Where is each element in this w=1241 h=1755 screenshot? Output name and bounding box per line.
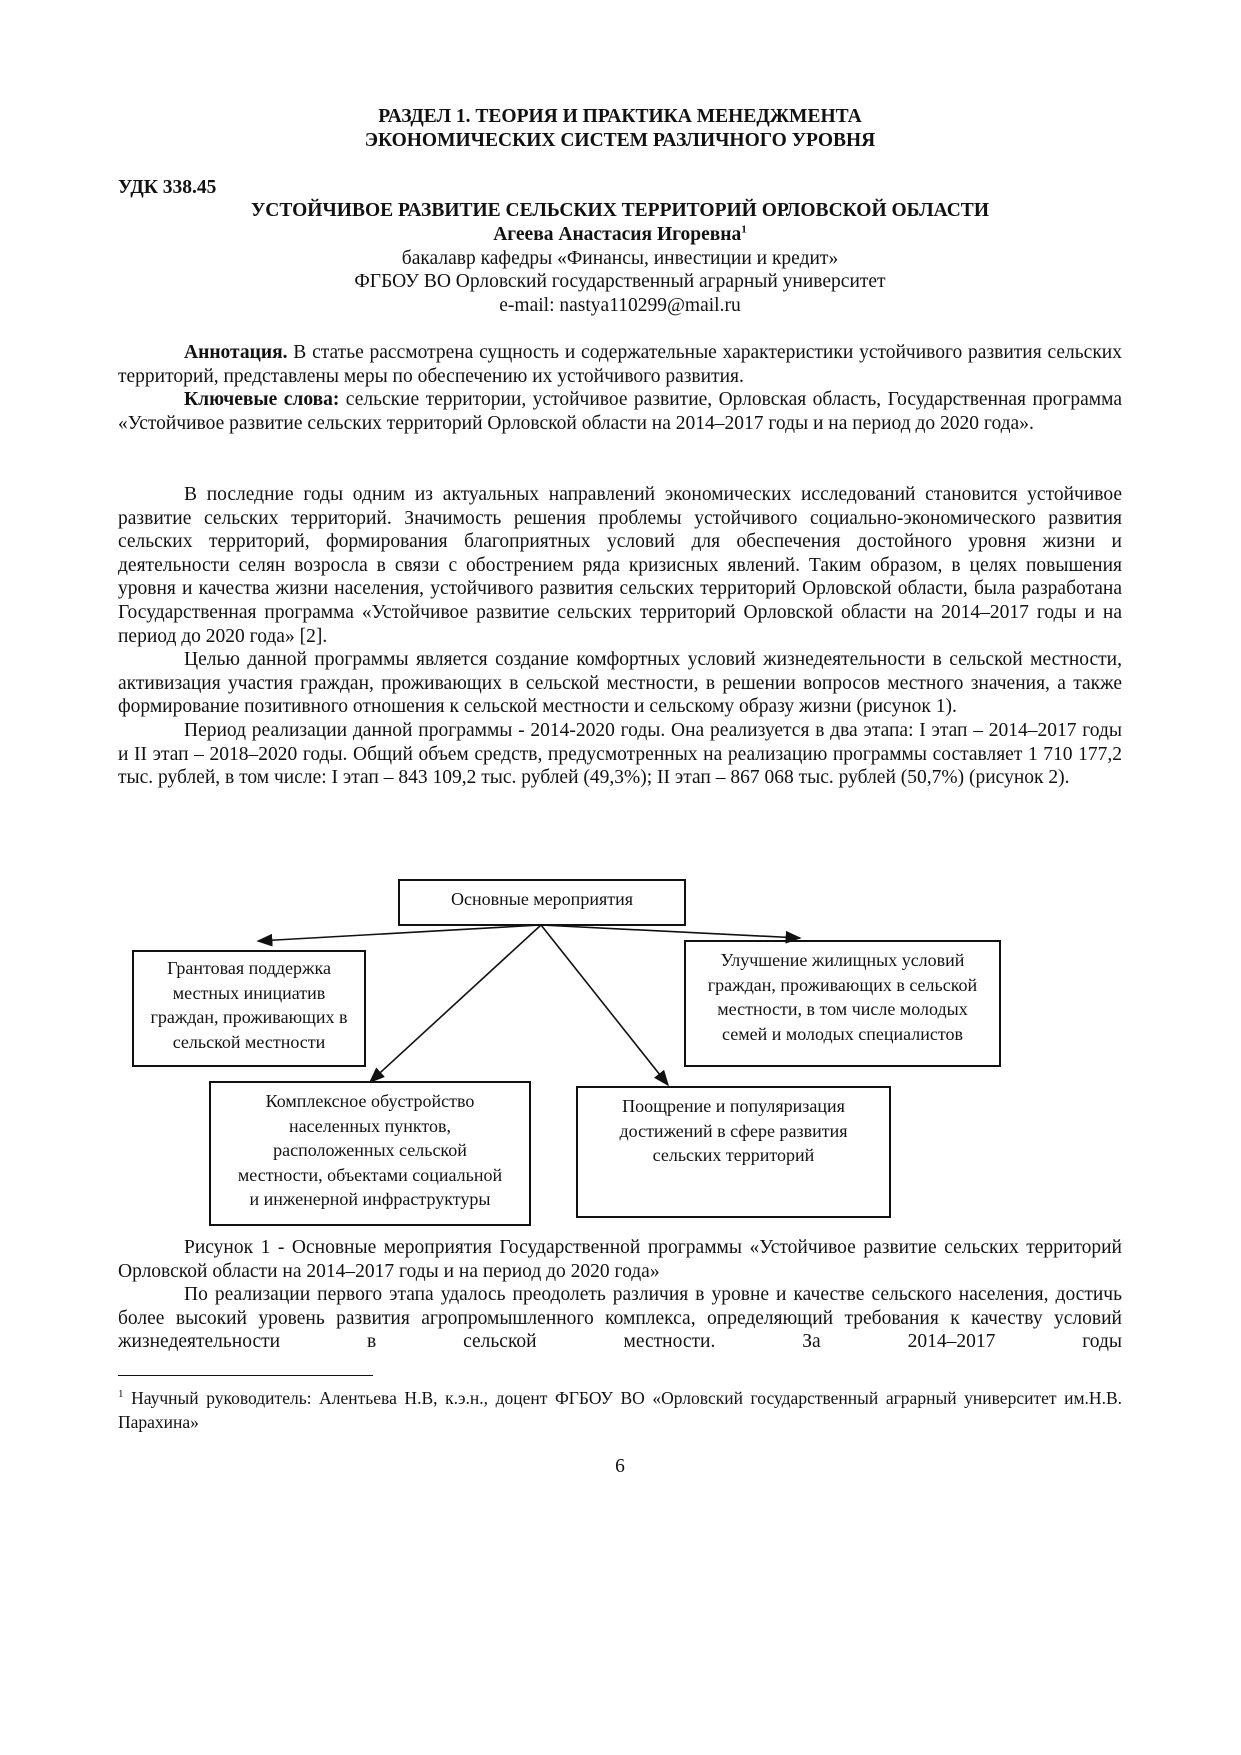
author-email: e-mail: nastya110299@mail.ru: [499, 294, 741, 316]
keywords-label: Ключевые слова:: [184, 389, 340, 411]
paragraph: Период реализации данной программы - 2014-2020 годы. Она реализуется в два этапа: I этап – 2014–2017 годы и II этап – 2018–2020 годы. Общий объем средств, предусмотренных на реализацию программы составляет 1 710 177,2 тыс. рублей, в том числе: I этап – 843 109,2 тыс. рублей (49,3%); II этап – 867 068 тыс. рублей (50,7%) (рисунок 2).: [118, 719, 1122, 789]
diagram-box-infrastructure: Комплексное обустройство населенных пунктов, расположенных сельской местности, объектами социальной и инженерной инфраструктуры: [209, 1081, 531, 1226]
diagram-box-housing: Улучшение жилищных условий граждан, проживающих в сельской местности, в том числе молодых семей и молодых специалистов: [684, 940, 1001, 1067]
paragraph: По реализации первого этапа удалось преодолеть различия в уровне и качестве сельского населения, достичь более высокий уровень развития агропромышленного комплекса, определяющий требования к качеству условий жизнедеятельности в сельской местности. За 2014–2017 годы: [118, 1284, 1122, 1353]
abstract-label: Аннотация.: [184, 342, 288, 363]
diagram-box-promotion: Поощрение и популяризация достижений в сфере развития сельских территорий: [576, 1086, 891, 1218]
footnote-text: Научный руководитель: Алентьева Н.В, к.э.н., доцент ФГБОУ ВО «Орловский государственный аграрный университет им.Н.В. Парахина»: [118, 1388, 1122, 1432]
section-heading-line: РАЗДЕЛ 1. ТЕОРИЯ И ПРАКТИКА МЕНЕДЖМЕНТА: [378, 106, 862, 127]
footnote-separator: [118, 1375, 373, 1376]
diagram-box-grants: Грантовая поддержка местных инициатив граждан, проживающих в сельской местности: [132, 950, 366, 1067]
arrow-right: [541, 925, 800, 938]
figure-caption-block: [118, 1236, 1122, 1354]
paragraph: В последние годы одним из актуальных направлений экономических исследований становится устойчивое развитие сельских территорий. Значимость решения проблемы устойчивого социально-экономического развития сельских территорий, формирования благоприятных условий для обеспечения достойного уровня жизни и деятельности селян возросла в связи с обострением ряда кризисных явлений. Таким образом, в целях повышения уровня и качества жизни населения, устойчивого развития сельских территорий Орловской области, была разработана Государственная программа «Устойчивое развитие сельских территорий Орловской области на 2014–2017 годы и на период до 2020 года» [2].: [118, 484, 1122, 647]
arrow-bottom-right: [541, 925, 668, 1085]
author-name-text: Агеева Анастасия Игоревна: [493, 224, 742, 245]
abstract-text: В статье рассмотрена сущность и содержательные характеристики устойчивого развития сельских территорий, представлены меры по обеспечению их устойчивого развития.: [118, 342, 1122, 387]
arrow-bottom-left: [370, 925, 541, 1082]
author-org: ФГБОУ ВО Орловский государственный аграрный университет: [354, 271, 886, 293]
figure-caption: Рисунок 1 - Основные мероприятия Государственной программы «Устойчивое развитие сельских территорий Орловской области на 2014–2017 годы и на период до 2020 года»: [118, 1237, 1122, 1282]
udk: УДК 338.45: [118, 177, 217, 198]
arrow-left: [258, 925, 541, 941]
paragraph: Целью данной программы является создание комфортных условий жизнедеятельности в сельской местности, активизация участия граждан, проживающих в сельской местности, в решении вопросов местного значения, а также формирование позитивного отношения к сельской местности и сельскому образу жизни (рисунок 1).: [118, 649, 1122, 718]
page-number: 6: [615, 1456, 625, 1477]
footnote: [118, 1387, 1122, 1434]
author-position: бакалавр кафедры «Финансы, инвестиции и кредит»: [401, 247, 839, 269]
footnote-mark: 1: [118, 1388, 124, 1401]
keywords-text: сельские территории, устойчивое развитие, Орловская область, Государственная программа «Устойчивое развитие сельских территорий Орловской области на 2014–2017 годы и на период до 2020 года».: [118, 389, 1122, 434]
section-heading-line: ЭКОНОМИЧЕСКИХ СИСТЕМ РАЗЛИЧНОГО УРОВНЯ: [364, 129, 876, 151]
diagram-root-box: Основные мероприятия: [398, 879, 686, 926]
article-title: УСТОЙЧИВОЕ РАЗВИТИЕ СЕЛЬСКИХ ТЕРРИТОРИЙ ОРЛОВСКОЙ ОБЛАСТИ: [251, 200, 989, 221]
footnote-ref[interactable]: 1: [741, 223, 747, 236]
